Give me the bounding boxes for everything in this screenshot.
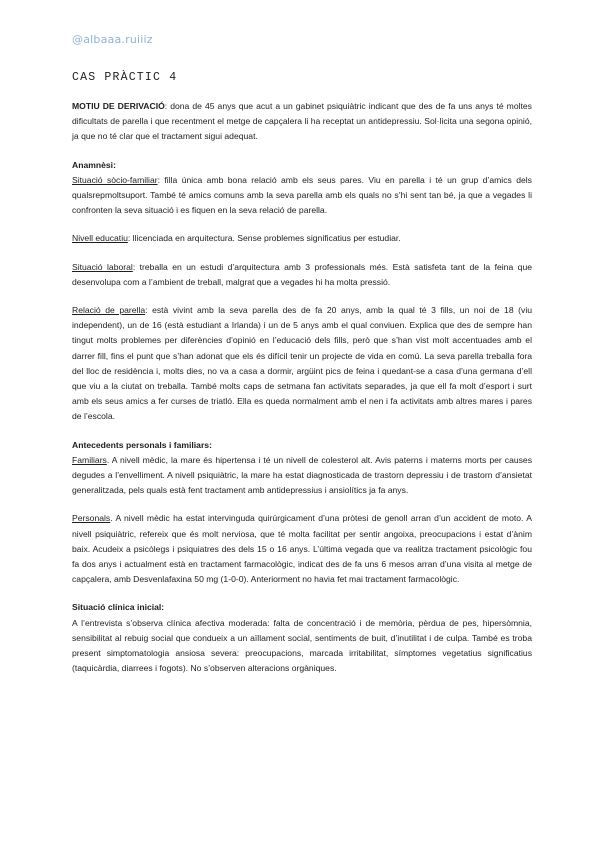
familiars-paragraph (72, 453, 532, 499)
personals-text: . A nivell mèdic ha estat intervinguda quirúrgicament d’una pròtesi de genoll arran d’un accident de moto. A nivell psiquiàtric, refereix que és molt nerviosa, que té molta facilitat per sentir angoixa, preocupacions i estat d’ànim baix. Acudeix a psicòlegs i psiquiatres des dels 15 o 16 anys. L’última vegada que va realitza tractament psicològic fou fa dos anys i actualment està en tractament farmacològic, indicat des de fa uns 6 mesos arran d’una visita al metge de capçalera, amb Desvenlafaxina 50 mg (1-0-0). Anteriorment no havia fet mai tractament farmacològic. (72, 513, 532, 585)
familiars-label: Familiars (72, 454, 107, 465)
antecedents-heading: Antecedents personals i familiars: (72, 439, 212, 450)
parella-label: Relació de parella (72, 305, 146, 316)
personals-label: Personals (72, 513, 111, 524)
motiu-label: MOTIU DE DERIVACIÓ (72, 101, 165, 111)
situacio-clinica-section (72, 600, 532, 676)
page-title: CAS PRÀCTIC 4 (72, 71, 178, 84)
laboral-text: : treballa en un estudi d’arquitectura amb 3 professionals més. Està satisfeta tant de la feina que desenvolupa com a l’ambient de treball, malgrat que a vegades hi ha molta pressió. (72, 261, 532, 287)
familiars-text: . A nivell mèdic, la mare és hipertensa i té un nivell de colesterol alt. Avis paterns i materns morts per causes degudes a l’envelliment. A nivell psiquiàtric, la mare ha estat diagnosticada de trastorn depressiu i de trastorn d’ansietat generalitzada, pels quals està fent tractament amb antidepressius i ansiolítics ja fa anys. (72, 454, 532, 496)
antecedents-section (72, 438, 532, 499)
socio-label: Situació sòcio-familiar (72, 174, 158, 185)
situacio-clinica-text: A l’entrevista s’observa clínica afectiva moderada: falta de concentració i de memòria, pèrdua de pes, hipersòmnia, sensibilitat al rebuig social que condueix a un aïllament social, sentiments de buit, d’inutilitat i de culpa. També es troba present simptomatologia ansiosa severa: preocupacions, marcada irritabilitat, símptomes vegetatius significatius (taquicàrdia, diarrees i fogots). No s’observen alteracions orgàniques. (72, 617, 532, 674)
anamnesi-heading: Anamnèsi: (72, 159, 116, 170)
document-body (72, 99, 532, 690)
educatiu-label: Nivell educatiu (72, 233, 128, 244)
parella-text: : està vivint amb la seva parella des de fa 20 anys, amb la qual té 3 fills, un noi de 18 (viu independent), un de 16 (està estudiant a Irlanda) i un de 5 anys amb el qual conviuen. Explica que des de sempre han tingut molts problemes per diferències d’opinió en l’educació dels fills, però que s’han vist molt accentuades amb el darrer fill, fins el punt que s’han adonat que els és difícil tenir un projecte de vida en comú. La seva parella treballa fora del lloc de residència i, molts dies, no va a casa a dormir, argüint pics de feina i quedant-se a casa d’una germana d’ell que viu a la ciutat on treballa. També molts caps de setmana fan activitats separades, ja que ell fa molt d’esport i surt amb els seus amics a fer curses de triatló. Ella es queda normalment amb el nen i fa activitats amb altres mares i pares de l’escola. (72, 305, 533, 422)
laboral-paragraph (72, 260, 532, 290)
author-handle: @albaaa.ruiiiz (72, 33, 153, 46)
motiu-text: : dona de 45 anys que acut a un gabinet psiquiàtric indicant que des de fa uns anys té moltes dificultats de parella i que recentment el metge de capçalera li ha receptat un antidepressiu. Sol·licita una segona opinió, ja que no té clar que el tractament sigui adequat. (72, 101, 532, 142)
socio-paragraph (72, 173, 532, 219)
laboral-label: Situació laboral (72, 261, 133, 272)
socio-text: : filla única amb bona relació amb els seus pares. Viu en parella i té un grup d’amics dels qualsrepmoltsuport. També té amics comuns amb la seva parella amb els quals no s’hi sent tan bé, ja que a vegades li confronten la seva situació i es fiquen en la seva relació de parella. (72, 174, 532, 216)
situacio-clinica-heading: Situació clínica inicial: (72, 602, 165, 613)
parella-paragraph (72, 303, 532, 425)
educatiu-text: : llicenciada en arquitectura. Sense problemes significatius per estudiar. (127, 233, 401, 244)
anamnesi-section (72, 158, 532, 219)
educatiu-paragraph (72, 231, 532, 246)
personals-paragraph (72, 511, 532, 587)
motiu-paragraph (72, 99, 532, 145)
